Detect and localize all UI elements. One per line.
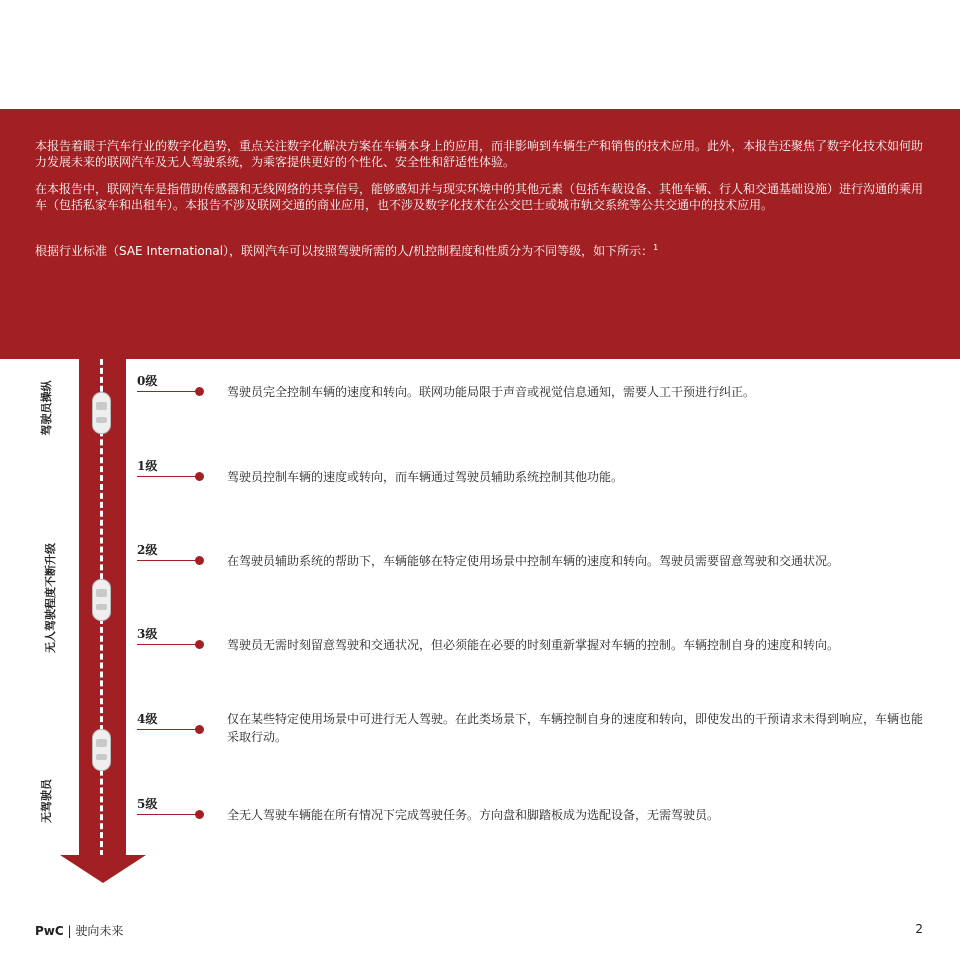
intro-paragraph-3 xyxy=(35,240,925,259)
page-number: 2 xyxy=(915,922,923,936)
level-connector-line xyxy=(137,644,199,645)
level-description: 驾驶员完全控制车辆的速度和转向。联网功能局限于声音或视觉信息通知，需要人工干预进行纠正。 xyxy=(227,385,756,399)
level-name: 5级 xyxy=(137,797,158,811)
level-dot xyxy=(195,725,204,734)
side-label-upgrade: 无人驾驶程度不断升级 xyxy=(44,543,57,653)
side-label-driverless: 无驾驶员 xyxy=(40,779,53,823)
footer-brand: PwC | 驶向未来 xyxy=(35,924,124,938)
level-description: 驾驶员控制车辆的速度或转向，而车辆通过驾驶员辅助系统控制其他功能。 xyxy=(227,470,624,484)
level-dot xyxy=(195,556,204,565)
level-description: 在驾驶员辅助系统的帮助下，车辆能够在特定使用场景中控制车辆的速度和转向。驾驶员需要留意驾驶和交通状况。 xyxy=(227,554,840,568)
level-connector-line xyxy=(137,729,199,730)
level-description: 全无人驾驶车辆能在所有情况下完成驾驶任务。方向盘和脚踏板成为选配设备，无需驾驶员。 xyxy=(227,808,720,822)
side-label-driver: 驾驶员操纵 xyxy=(40,380,53,436)
level-row-3 xyxy=(137,625,927,655)
level-connector-line xyxy=(137,476,199,477)
level-row-0 xyxy=(137,372,927,402)
level-description: 仅在某些特定使用场景中可进行无人驾驶。在此类场景下，车辆控制自身的速度和转向，即使发出的干预请求未得到响应，车辆也能采取行动。 xyxy=(227,712,924,744)
road-arrow-head xyxy=(60,855,146,883)
car-icon xyxy=(92,579,111,621)
footnote-marker: 1 xyxy=(653,243,659,252)
intro-paragraph-1: 本报告着眼于汽车行业的数字化趋势，重点关注数字化解决方案在车辆本身上的应用，而非影响到车辆生产和销售的技术应用。此外，本报告还聚焦了数字化技术如何助力发展未来的联网汽车及无人驾驶系统，为乘客提供更好的个性化、安全性和舒适性体验。 xyxy=(35,139,924,169)
level-dot xyxy=(195,640,204,649)
car-icon xyxy=(92,392,111,434)
level-description: 驾驶员无需时刻留意驾驶和交通状况，但必须能在必要的时刻重新掌握对车辆的控制。车辆控制自身的速度和转向。 xyxy=(227,638,840,652)
footer-brand-name: PwC xyxy=(35,924,64,938)
level-name: 1级 xyxy=(137,459,158,473)
level-row-2 xyxy=(137,541,927,571)
level-connector-line xyxy=(137,560,199,561)
footer-report-title: 驶向未来 xyxy=(75,924,124,938)
level-dot xyxy=(195,387,204,396)
level-dot xyxy=(195,472,204,481)
level-name: 4级 xyxy=(137,712,158,726)
level-name: 3级 xyxy=(137,627,158,641)
intro-paragraph-2: 在本报告中，联网汽车是指借助传感器和无线网络的共享信号，能够感知并与现实环境中的其他元素（包括车载设备、其他车辆、行人和交通基础设施）进行沟通的乘用车（包括私家车和出租车）。本报告不涉及联网交通的商业应用，也不涉及数字化技术在公交巴士或城市轨交系统等公共交通中的技术应用。 xyxy=(35,182,924,212)
level-connector-line xyxy=(137,814,199,815)
level-connector-line xyxy=(137,391,199,392)
car-icon xyxy=(92,729,111,771)
level-row-1 xyxy=(137,457,927,487)
level-row-4 xyxy=(137,710,927,744)
level-row-5 xyxy=(137,795,927,825)
level-dot xyxy=(195,810,204,819)
level-name: 0级 xyxy=(137,374,158,388)
intro-paragraph-3-text: 根据行业标准（SAE International），联网汽车可以按照驾驶所需的人/机控制程度和性质分为不同等级，如下所示： xyxy=(35,244,654,258)
intro-banner xyxy=(0,109,960,359)
level-name: 2级 xyxy=(137,543,158,557)
